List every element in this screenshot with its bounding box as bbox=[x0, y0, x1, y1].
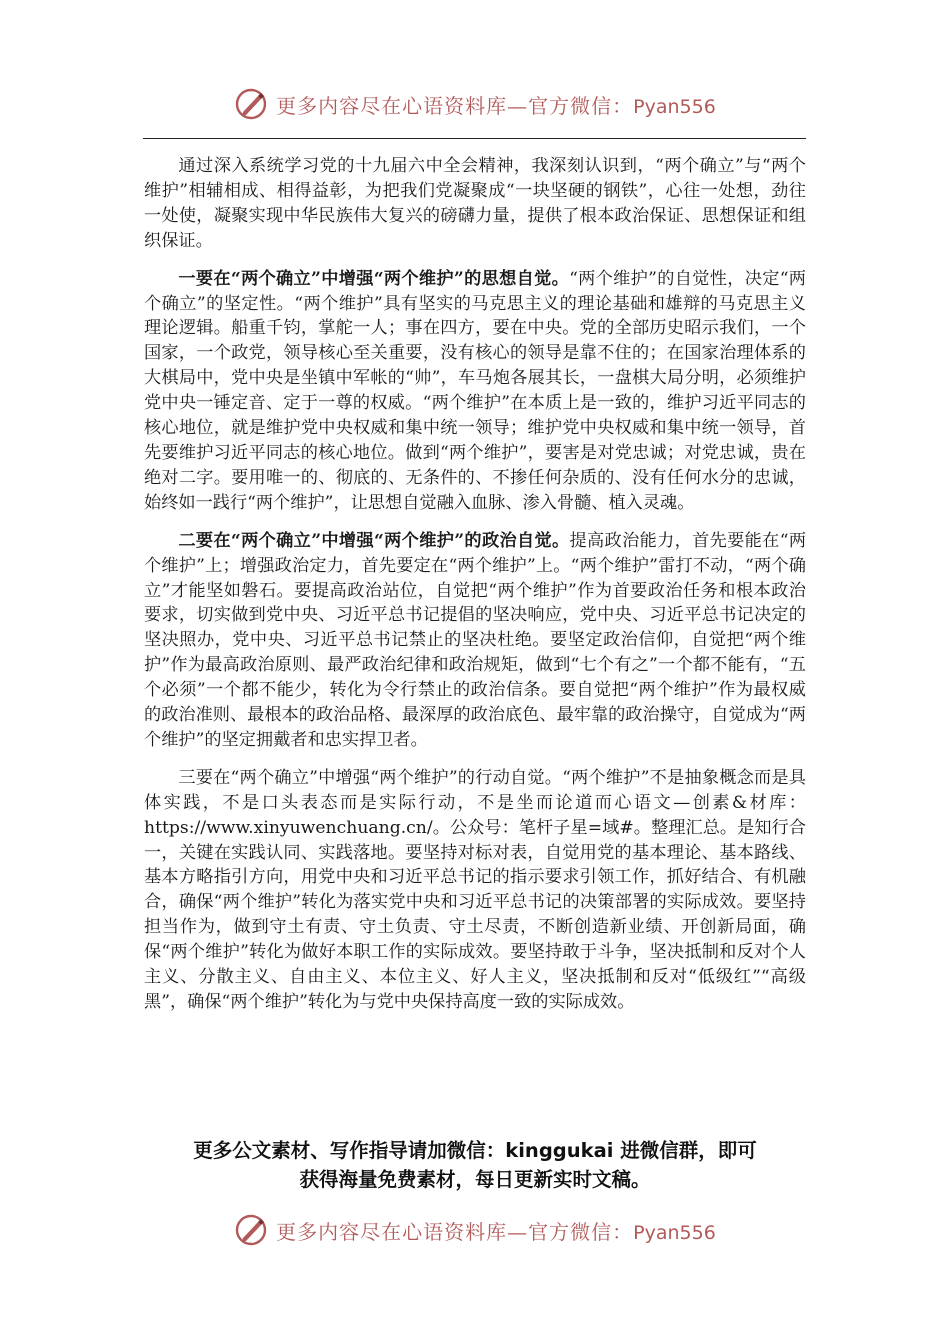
promo-line-1: 更多公文素材、写作指导请加微信：kinggukai 进微信群，即可 bbox=[193, 1139, 757, 1162]
header-brand-id: Pyan556 bbox=[633, 95, 716, 118]
paragraph-text: 提高政治能力，首先要能在“两个维护”上；增强政治定力，首先要定在“两个维护”上。“两个维护”雷打不动，“两个确立”才能坚如磐石。要提高政治站位，自觉把“两个维护”作为首要政治任务和根本政治要求，切实做到党中央、习近平总书记提倡的坚决响应，党中央、习近平总书记决定的坚决照办，党中央、习近平总书记禁止的坚决杜绝。要坚定政治信仰，自觉把“两个维护”作为最高政治原则、最严政治纪律和政治规矩，做到“七个有之”一个都不能有，“五个必须”一个都不能少，转化为令行禁止的政治信条。要自觉把“两个维护”作为最权威的政治准则、最根本的政治品格、最深厚的政治底色、最牢靠的政治操守，自觉成为“两个维护”的坚定拥戴者和忠实捍卫者。 bbox=[144, 530, 807, 750]
paragraph-point-3 bbox=[144, 766, 806, 1015]
paragraph-text: 通过深入系统学习党的十九届六中全会精神，我深刻认识到，“两个确立”与“两个维护”相辅相成、相得益彰，为把我们党凝聚成“一块坚硬的钢铁”，心往一处想，劲往一处使，凝聚实现中华民族伟大复兴的磅礴力量，提供了根本政治保证、思想保证和组织保证。 bbox=[144, 156, 806, 251]
promo-call-to-action bbox=[120, 1136, 830, 1194]
document-body bbox=[144, 154, 806, 1028]
footer-brand bbox=[0, 1208, 950, 1252]
footer-brand-text: 更多内容尽在心语资料库—官方微信：Pyan556 bbox=[276, 1219, 716, 1244]
paragraph-point-1 bbox=[144, 267, 806, 516]
header-brand bbox=[0, 82, 950, 126]
paragraph-lead: 二要在“两个确立”中增强“两个维护”的政治自觉。 bbox=[178, 530, 570, 551]
paragraph-text: 三要在“两个确立”中增强“两个维护”的行动自觉。“两个维护”不是抽象概念而是具体实践，不是口头表态而是实际行动，不是坐而论道而心语文—创素&材库：https://www.xinyuwenchuang.cn/。公众号：笔杆子星=域#。整理汇总。是知行合一，关键在实践认同、实践落地。要坚持对标对表，自觉用党的基本理论、基本路线、基本方略指引方向，用党中央和习近平总书记的指示要求引领工作，抓好结合、有机融合，确保“两个维护”转化为落实党中央和习近平总书记的决策部署的实际成效。要坚持担当作为，做到守土有责、守土负责、守土尽责，不断创造新业绩、开创新局面，确保“两个维护”转化为做好本职工作的实际成效。要坚持敢于斗争，坚决抵制和反对个人主义、分散主义、自由主义、本位主义、好人主义，坚决抵制和反对“低级红”“高级黑”，确保“两个维护”转化为与党中央保持高度一致的实际成效。 bbox=[144, 767, 806, 1012]
footer-brand-id: Pyan556 bbox=[633, 1221, 716, 1244]
pen-circle-icon bbox=[234, 1213, 268, 1247]
header-divider bbox=[143, 138, 806, 139]
promo-line-2: 获得海量免费素材，每日更新实时文稿。 bbox=[299, 1168, 651, 1191]
pen-circle-icon bbox=[234, 87, 268, 121]
paragraph-lead: 一要在“两个确立”中增强“两个维护”的思想自觉。 bbox=[178, 268, 570, 289]
paragraph-text: “两个维护”的自觉性，决定“两个确立”的坚定性。“两个维护”具有坚实的马克思主义的理论基础和雄辩的马克思主义理论逻辑。船重千钧，掌舵一人；事在四方，要在中央。党的全部历史昭示我们，一个国家，一个政党，领导核心至关重要，没有核心的领导是靠不住的；在国家治理体系的大棋局中，党中央是坐镇中军帐的“帅”，车马炮各展其长，一盘棋大局分明，必须维护党中央一锤定音、定于一尊的权威。“两个维护”在本质上是一致的，维护习近平同志的核心地位，就是维护党中央权威和集中统一领导；维护党中央权威和集中统一领导，首先要维护习近平同志的核心地位。做到“两个维护”，要害是对党忠诚；对党忠诚，贵在绝对二字。要用唯一的、彻底的、无条件的、不掺任何杂质的、没有任何水分的忠诚，始终如一践行“两个维护”，让思想自觉融入血脉、渗入骨髓、植入灵魂。 bbox=[144, 268, 806, 513]
paragraph-point-2 bbox=[144, 529, 806, 753]
header-brand-text: 更多内容尽在心语资料库—官方微信：Pyan556 bbox=[276, 93, 716, 118]
paragraph-intro bbox=[144, 154, 806, 254]
